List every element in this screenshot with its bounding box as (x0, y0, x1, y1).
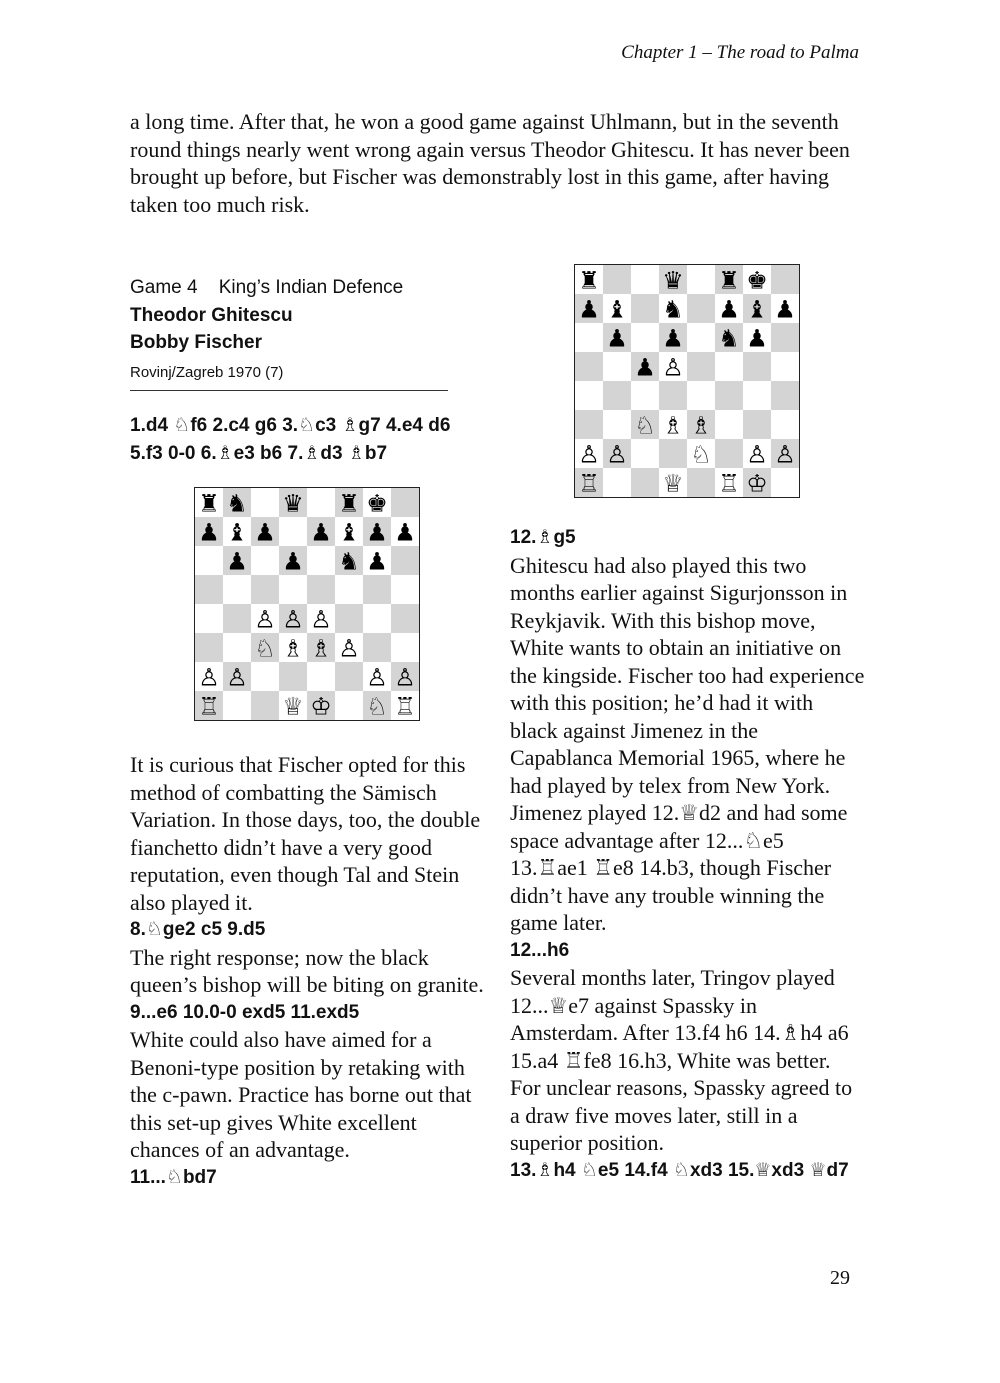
header-rule (130, 390, 448, 391)
board-square (251, 488, 279, 517)
board-square (603, 381, 631, 410)
board-square (743, 352, 771, 381)
board-square (771, 352, 799, 381)
board-square (771, 265, 799, 294)
white-rook-piece: ♖ (578, 469, 600, 497)
board-square (223, 691, 251, 720)
board-square (603, 410, 631, 439)
board-square (631, 323, 659, 352)
black-rook-piece: ♜ (338, 489, 360, 518)
move-line: 8.♘ge2 c5 9.d5 (130, 919, 266, 940)
board-square (195, 604, 223, 633)
white-knight-piece: ♘ (690, 440, 712, 469)
board-square (631, 439, 659, 468)
board-square (223, 604, 251, 633)
move-line: 1.d4 ♘f6 2.c4 g6 3.♘c3 ♗g7 4.e4 d6 5.f3 0-0 6.♗e3 b6 7.♗d3 ♗b7 (130, 415, 451, 464)
commentary: White could also have aimed for a Benoni-type position by retaking with the c-pawn. Practice has borne out that this set-up gives White excellent chances of an advantage. (130, 1027, 472, 1162)
white-pawn-piece: ♙ (282, 605, 304, 634)
board-slot-0 (130, 487, 486, 723)
black-rook-piece: ♜ (718, 266, 740, 295)
board-square (363, 633, 391, 662)
board-square (575, 381, 603, 410)
board-square (743, 381, 771, 410)
white-pawn-piece: ♙ (254, 605, 276, 634)
running-header: Chapter 1 – The road to Palma (621, 42, 859, 63)
white-queen-piece: ♕ (662, 469, 684, 497)
board-square (335, 604, 363, 633)
move-line: 11...♘bd7 (130, 1166, 217, 1188)
board-square (687, 468, 715, 497)
board-square (251, 691, 279, 720)
black-rook-piece: ♜ (198, 489, 220, 518)
black-pawn-piece: ♟ (394, 518, 416, 547)
black-pawn-piece: ♟ (282, 547, 304, 576)
board-square (391, 633, 419, 662)
board-square (687, 381, 715, 410)
black-pawn-piece: ♟ (226, 547, 248, 576)
board-square (631, 265, 659, 294)
black-pawn-piece: ♟ (774, 295, 796, 324)
board-square (251, 546, 279, 575)
board-square (715, 439, 743, 468)
board-square (631, 468, 659, 497)
white-pawn-piece: ♙ (774, 440, 796, 469)
white-pawn-piece: ♙ (746, 440, 768, 469)
chess-diagram-2 (574, 264, 800, 498)
board-square (715, 352, 743, 381)
game-label: Game 4 King’s Indian Defence (130, 277, 404, 298)
white-knight-piece: ♘ (634, 411, 656, 440)
board-square (575, 323, 603, 352)
game-header (130, 274, 448, 391)
board-square (335, 691, 363, 720)
black-pawn-piece: ♟ (310, 518, 332, 547)
commentary: Ghitescu had also played this two months earlier against Sigurjonsson in Reykjavik. With this bishop move, White wants to obtain an initiative on the kingside. Fischer too had experience with this position; he’d had it with black against Jimenez in the Capablanca Memorial 1965, where he had played by telex from New York. Jimenez played 12.♕d2 and had some space advantage after 12...♘e5 13.♖ae1 ♖e8 14.b3, though Fischer didn’t have any trouble winning the game later. (510, 552, 865, 935)
move-line: 13.♗h4 ♘e5 14.f4 ♘xd3 15.♕xd3 ♕d7 (510, 1159, 849, 1181)
white-knight-piece: ♘ (254, 634, 276, 663)
black-knight-piece: ♞ (718, 324, 740, 353)
black-pawn-piece: ♟ (606, 324, 628, 353)
board-square (631, 381, 659, 410)
black-pawn-piece: ♟ (578, 295, 600, 324)
white-pawn-piece: ♙ (226, 663, 248, 692)
intro-paragraph (130, 108, 870, 218)
board-square (575, 352, 603, 381)
board-square (631, 294, 659, 323)
board-square (715, 381, 743, 410)
move-line: 9...e6 10.0-0 exd5 11.exd5 (130, 1001, 360, 1023)
chess-board-svg (195, 488, 419, 720)
board-square (307, 662, 335, 691)
black-player: Bobby Fischer (130, 332, 262, 353)
black-pawn-piece: ♟ (254, 518, 276, 547)
board-square (279, 517, 307, 546)
white-player: Theodor Ghitescu (130, 305, 293, 326)
black-king-piece: ♚ (366, 489, 388, 518)
move-line: 12.♗g5 (510, 527, 576, 548)
chess-board-svg (575, 265, 799, 497)
white-bishop-piece: ♗ (282, 634, 304, 663)
board-square (687, 265, 715, 294)
move-line: 12...h6 (510, 939, 570, 961)
white-pawn-piece: ♙ (198, 663, 220, 692)
white-pawn-piece: ♙ (366, 663, 388, 692)
board-square (603, 265, 631, 294)
commentary: It is curious that Fischer opted for this method of combatting the Sämisch Variation. In those days, too, the double fianchetto didn’t have a very good reputation, even though Tal and Stein also played it. (130, 752, 481, 915)
board-square (335, 662, 363, 691)
board-square (251, 662, 279, 691)
white-rook-piece: ♖ (718, 469, 740, 497)
board-square (687, 294, 715, 323)
board-square (715, 410, 743, 439)
board-square (771, 381, 799, 410)
commentary: The right response; now the black queen’s bishop will be biting on granite. (130, 944, 484, 997)
black-pawn-piece: ♟ (746, 324, 768, 353)
black-bishop-piece: ♝ (226, 518, 248, 547)
black-bishop-piece: ♝ (606, 295, 628, 324)
board-square (659, 381, 687, 410)
white-king-piece: ♔ (310, 692, 332, 720)
black-queen-piece: ♛ (282, 489, 304, 518)
board-square (307, 546, 335, 575)
white-pawn-piece: ♙ (338, 634, 360, 663)
board-square (279, 662, 307, 691)
board-square (603, 352, 631, 381)
chess-diagram-1 (194, 487, 420, 721)
board-square (195, 575, 223, 604)
white-pawn-piece: ♙ (606, 440, 628, 469)
board-square (279, 575, 307, 604)
white-knight-piece: ♘ (366, 692, 388, 720)
black-queen-piece: ♛ (662, 266, 684, 295)
board-square (603, 468, 631, 497)
board-square (307, 488, 335, 517)
intro-text: a long time. After that, he won a good game against Uhlmann, but in the seventh round things nearly went wrong again versus Theodor Ghitescu. It has never been brought up before, but Fischer was demonstrably lost in this game, after having taken too much risk. (130, 109, 850, 217)
board-square (687, 323, 715, 352)
white-pawn-piece: ♙ (310, 605, 332, 634)
white-pawn-piece: ♙ (394, 663, 416, 692)
white-king-piece: ♔ (746, 469, 768, 497)
board-square (363, 575, 391, 604)
board-square (223, 575, 251, 604)
board-square (771, 410, 799, 439)
page-number: 29 (830, 1267, 850, 1289)
black-pawn-piece: ♟ (662, 324, 684, 353)
black-pawn-piece: ♟ (198, 518, 220, 547)
white-queen-piece: ♕ (282, 692, 304, 720)
right-column (510, 264, 866, 1184)
board-square (363, 604, 391, 633)
event-info: Rovinj/Zagreb 1970 (7) (130, 364, 284, 381)
left-column (130, 412, 486, 1191)
board-slot-1 (510, 264, 866, 504)
white-rook-piece: ♖ (394, 692, 416, 720)
black-pawn-piece: ♟ (718, 295, 740, 324)
board-square (391, 488, 419, 517)
board-square (391, 604, 419, 633)
board-square (251, 575, 279, 604)
board-square (743, 410, 771, 439)
white-bishop-piece: ♗ (662, 411, 684, 440)
board-square (391, 575, 419, 604)
white-bishop-piece: ♗ (310, 634, 332, 663)
board-square (575, 410, 603, 439)
white-pawn-piece: ♙ (662, 353, 684, 382)
board-square (335, 575, 363, 604)
black-knight-piece: ♞ (226, 489, 248, 518)
black-bishop-piece: ♝ (338, 518, 360, 547)
black-pawn-piece: ♟ (366, 518, 388, 547)
board-square (659, 439, 687, 468)
white-rook-piece: ♖ (198, 692, 220, 720)
black-knight-piece: ♞ (338, 547, 360, 576)
white-bishop-piece: ♗ (690, 411, 712, 440)
black-knight-piece: ♞ (662, 295, 684, 324)
black-bishop-piece: ♝ (746, 295, 768, 324)
board-square (223, 633, 251, 662)
board-square (195, 633, 223, 662)
board-square (771, 323, 799, 352)
black-rook-piece: ♜ (578, 266, 600, 295)
commentary: Several months later, Tringov played 12...♕e7 against Spassky in Amsterdam. After 13.f4 h6 14.♗h4 a6 15.a4 ♖fe8 16.h3, White was better. For unclear reasons, Spassky agreed to a draw five moves later, still in a superior position. (510, 965, 853, 1155)
board-square (307, 575, 335, 604)
board-square (195, 546, 223, 575)
black-pawn-piece: ♟ (366, 547, 388, 576)
board-square (771, 468, 799, 497)
black-king-piece: ♚ (746, 266, 768, 295)
white-pawn-piece: ♙ (578, 440, 600, 469)
board-square (687, 352, 715, 381)
board-square (391, 546, 419, 575)
black-pawn-piece: ♟ (634, 353, 656, 382)
